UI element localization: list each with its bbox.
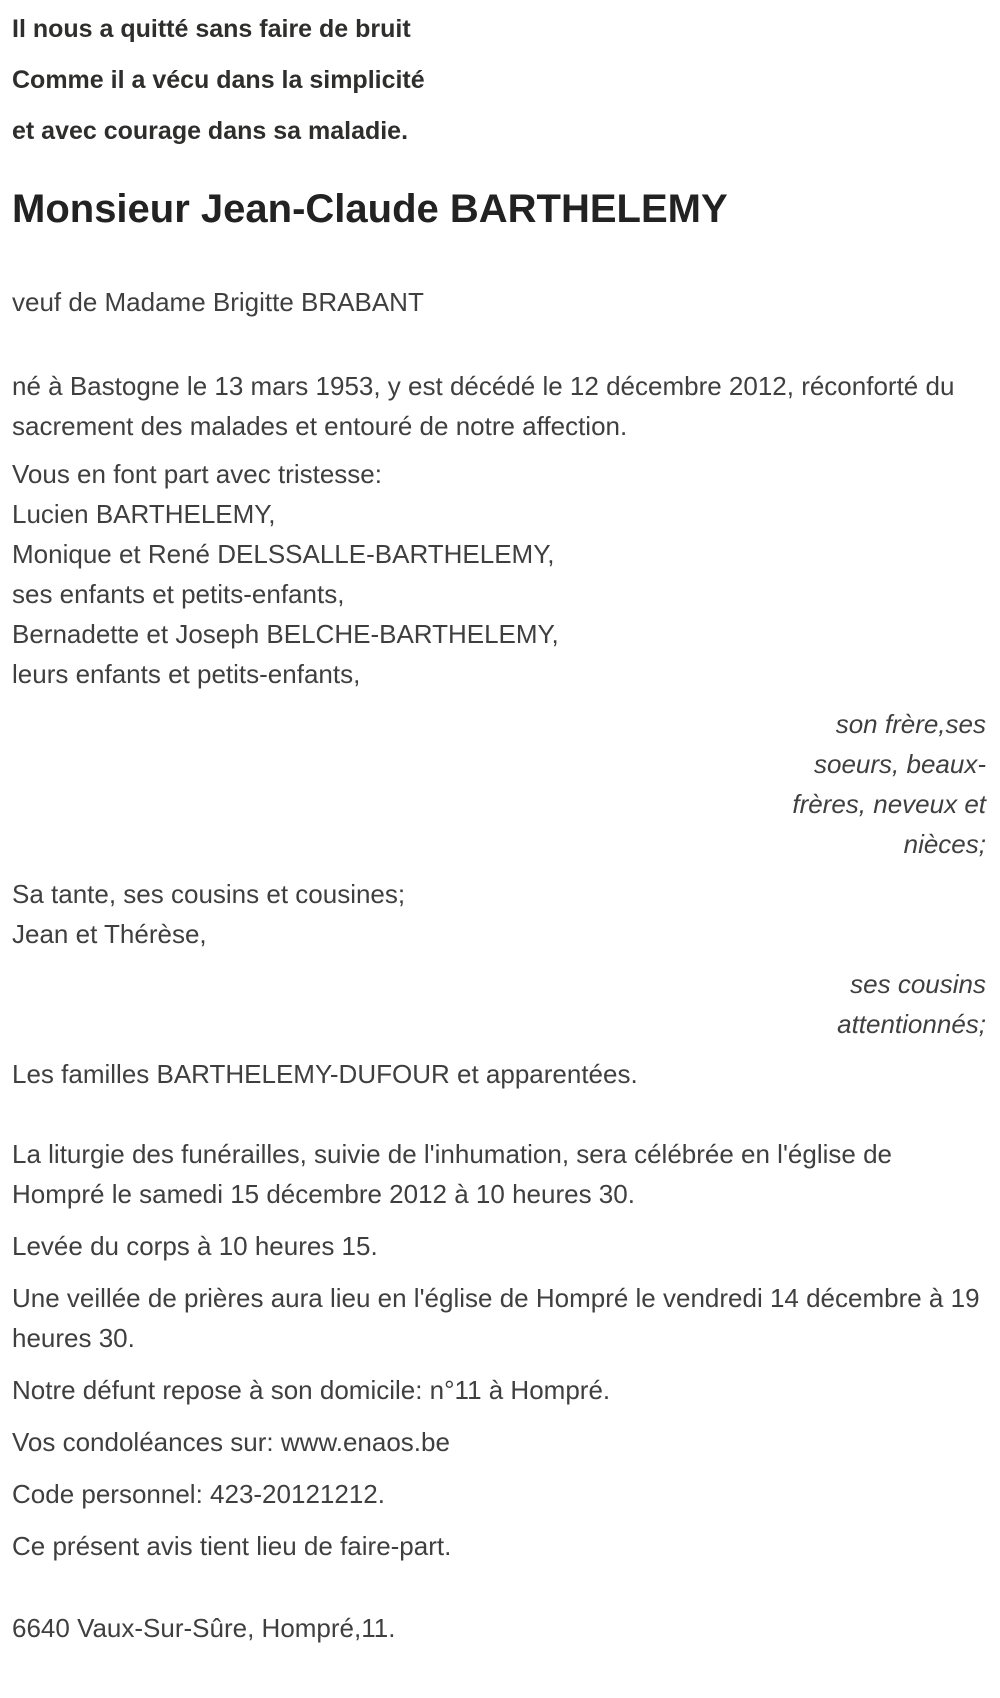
life-line: né à Bastogne le 13 mars 1953, y est décédé le 12 décembre 2012, réconforté du sacrement des malades et entouré de notre affection.: [12, 371, 955, 441]
page-title: Monsieur Jean-Claude BARTHELEMY: [12, 187, 728, 231]
liturgy-paragraph: La liturgie des funérailles, suivie de l'inhumation, sera célébrée en l'église de Hompré le samedi 15 décembre 2012 à 10 heures 30.: [12, 1139, 893, 1209]
epitaph-line-3: et avec courage dans sa maladie.: [12, 117, 409, 145]
relation-note-siblings: son frère,ses soeurs, beaux-frères, neveux et nièces;: [792, 709, 986, 859]
family-line: Monique et René DELSSALLE-BARTHELEMY,: [12, 539, 555, 569]
families-line: Les familles BARTHELEMY-DUFOUR et apparentées.: [12, 1059, 638, 1089]
footer-address: 6640 Vaux-Sur-Sûre, Hompré,11.: [12, 1613, 396, 1643]
announcement-block: [12, 454, 986, 694]
widower-line: veuf de Madame Brigitte BRABANT: [12, 287, 424, 317]
levee-line: Levée du corps à 10 heures 15.: [12, 1231, 378, 1261]
epitaph-line-2: Comme il a vécu dans la simplicité: [12, 66, 425, 94]
veillee-paragraph: Une veillée de prières aura lieu en l'église de Hompré le vendredi 14 décembre à 19 heures 30.: [12, 1283, 980, 1353]
family-line: ses enfants et petits-enfants,: [12, 579, 345, 609]
personal-code-line: Code personnel: 423-20121212.: [12, 1479, 385, 1509]
epitaph-line-1: Il nous a quitté sans faire de bruit: [12, 15, 411, 43]
repose-line: Notre défunt repose à son domicile: n°11 à Hompré.: [12, 1375, 611, 1405]
condolences-line: Vos condoléances sur: www.enaos.be: [12, 1427, 450, 1457]
family-line: Bernadette et Joseph BELCHE-BARTHELEMY,: [12, 619, 559, 649]
notice-line: Ce présent avis tient lieu de faire-part.: [12, 1531, 452, 1561]
relative-line: Jean et Thérèse,: [12, 919, 207, 949]
family-line: leurs enfants et petits-enfants,: [12, 659, 361, 689]
family-line: Lucien BARTHELEMY,: [12, 499, 276, 529]
relative-line: Sa tante, ses cousins et cousines;: [12, 879, 406, 909]
epitaph: [12, 14, 986, 146]
announcement-intro: Vous en font part avec tristesse:: [12, 459, 382, 489]
relation-note-cousins: ses cousins attentionnés;: [837, 969, 986, 1039]
other-relatives-block: [12, 874, 986, 954]
